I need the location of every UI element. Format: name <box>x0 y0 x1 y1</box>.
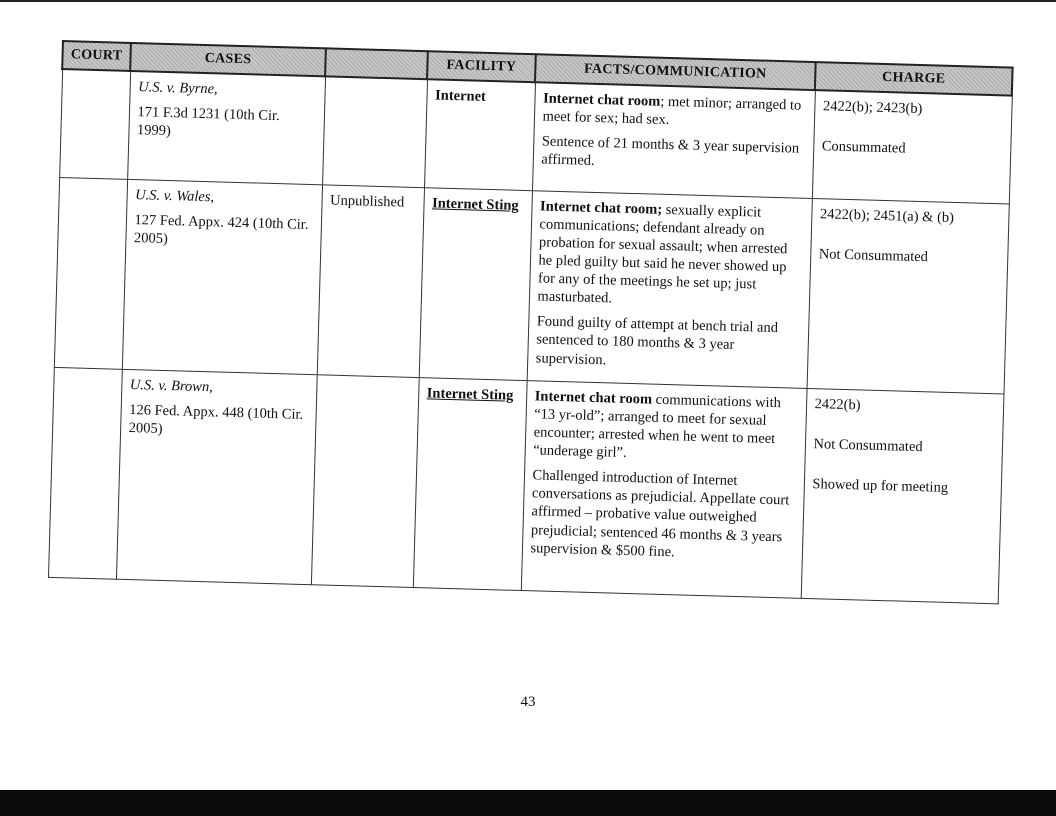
facility-label: Internet <box>434 87 487 105</box>
court-cell <box>59 69 130 179</box>
charge-code: 2422(b); 2423(b) <box>822 98 923 118</box>
charge-cell <box>807 198 1009 394</box>
facility-label: Internet Sting <box>426 384 514 404</box>
header-court: COURT <box>62 41 131 71</box>
case-name: U.S. v. Brown <box>129 376 210 395</box>
case-name: U.S. v. Byrne <box>137 79 215 98</box>
charge-status: Not Consummated <box>818 245 929 265</box>
page-number: 43 <box>520 694 536 710</box>
facts-outcome: Found guilty of attempt at bench trial and sentenced to 180 months & 3 year supervision. <box>535 313 779 368</box>
header-blank <box>325 48 428 79</box>
facts-outcome: Sentence of 21 months & 3 year supervision affirmed. <box>541 133 800 170</box>
charge-cell <box>812 90 1012 203</box>
facility-cell <box>424 79 535 190</box>
court-cell <box>48 367 122 579</box>
charge-cell <box>801 388 1004 603</box>
status-cell: Unpublished <box>317 184 424 377</box>
court-cell <box>54 177 127 369</box>
header-cases: CASES <box>130 43 326 76</box>
charge-code: 2422(b); 2451(a) & (b) <box>819 205 955 226</box>
header-facility: FACILITY <box>427 51 536 82</box>
case-citation: 127 Fed. Appx. 424 (10th Cir. 2005) <box>133 211 309 247</box>
charge-code: 2422(b) <box>814 395 861 414</box>
facility-cell <box>413 377 527 590</box>
case-cell <box>122 179 322 374</box>
facts-outcome: Challenged introduction of Internet conversations as prejudicial. Appellate court affirmed – probative value outweighed prejudicial; sentenced 46 months & 3 years supervision & $500 fine. <box>530 467 790 560</box>
facts-cell <box>527 190 812 388</box>
case-citation: 126 Fed. Appx. 448 (10th Cir. 2005) <box>128 401 304 437</box>
status-cell <box>322 76 427 187</box>
header-charge: CHARGE <box>815 62 1013 95</box>
header-facts: FACTS/COMMUNICATION <box>535 54 816 90</box>
scan-border <box>0 790 1056 816</box>
table-row <box>48 367 1003 603</box>
facts-cell <box>532 82 815 198</box>
case-cell <box>127 71 325 184</box>
case-citation: 171 F.3d 1231 (10th Cir. 1999) <box>136 104 280 140</box>
facts-text: sexually explicit communications; defendant already on probation for sexual assault; when arrested he pled guilty but said he never showed up for any of the meetings he set up; just masturbated. <box>537 201 788 307</box>
status-cell <box>311 374 419 587</box>
facility-label: Internet Sting <box>431 194 519 214</box>
case-name-comma: , <box>208 378 214 395</box>
facts-text: ; met minor; arranged to meet for sex; had sex. <box>542 93 802 129</box>
facts-cell <box>521 380 807 598</box>
facts-lead: Internet chat room; <box>539 197 663 218</box>
case-name: U.S. v. Wales <box>134 186 211 205</box>
document-page <box>45 40 1022 687</box>
case-cell <box>116 369 317 584</box>
charge-note: Showed up for meeting <box>812 476 949 496</box>
table-row <box>54 177 1009 394</box>
case-name-comma: , <box>213 81 218 98</box>
facts-text: communications with “13 yr-old”; arranged to meet for sexual encounter; arrested when he went to meet “underage girl”. <box>533 391 782 461</box>
case-name-comma: , <box>210 188 215 205</box>
charge-status: Consummated <box>821 138 906 157</box>
facility-cell <box>419 187 532 380</box>
facts-lead: Internet chat room <box>542 90 661 110</box>
case-table <box>47 40 1014 604</box>
charge-status: Not Consummated <box>813 435 923 455</box>
scan-edge <box>0 0 1056 2</box>
facts-lead: Internet chat room <box>534 387 653 408</box>
